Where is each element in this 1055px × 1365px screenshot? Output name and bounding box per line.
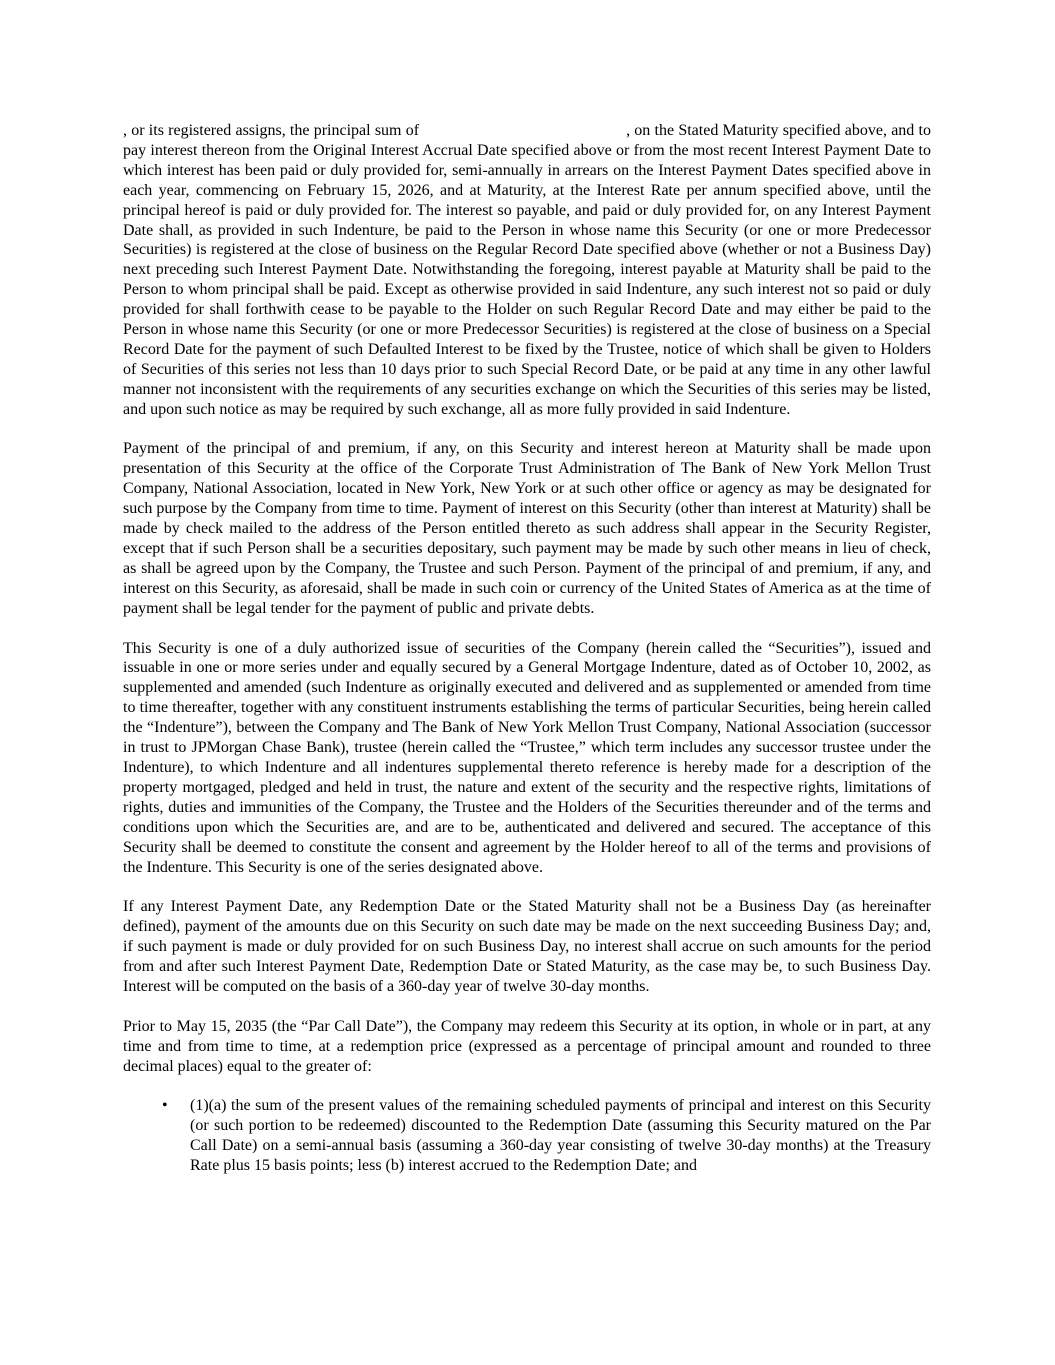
bullet-item-present-values (123, 1096, 931, 1176)
paragraph-principal-sum-after: , on the Stated Maturity specified above, and to pay interest thereon from the Original Interest Accrual Date specified above or from the most recent Interest Payment Date to which interest has been paid or duly provided for, semi-annually in arrears on the Interest Payment Dates specified above in each year, commencing on February 15, 2026, and at Maturity, at the Interest Rate per annum specified above, until the principal hereof is paid or duly provided for. The interest so payable, and paid or duly provided for, on any Interest Payment Date shall, as provided in such Indenture, be paid to the Person in whose name this Security (or one or more Predecessor Securities) is registered at the close of business on the Regular Record Date specified above (whether or not a Business Day) next preceding such Interest Payment Date. Notwithstanding the foregoing, interest payable at Maturity shall be paid to the Person to whom principal shall be paid. Except as otherwise provided in said Indenture, any such interest not so paid or duly provided for shall forthwith cease to be payable to the Holder on such Regular Record Date and may either be paid to the Person in whose name this Security (or one or more Predecessor Securities) is registered at the close of business on a Special Record Date for the payment of such Defaulted Interest to be fixed by the Trustee, notice of which shall be given to Holders of Securities of this series not less than 10 days prior to such Special Record Date, or be paid at any time in any other lawful manner not inconsistent with the requirements of any securities exchange on which the Securities of this series may be listed, and upon such notice as may be required by such exchange, all as more fully provided in said Indenture. (123, 122, 931, 418)
paragraph-principal-sum (123, 121, 931, 420)
paragraph-indenture-description: This Security is one of a duly authorized issue of securities of the Company (herein called the “Securities”), issued and issuable in one or more series under and equally secured by a General Mortgage Indenture, dated as of October 10, 2002, as supplemented and amended (such Indenture as originally executed and delivered and as supplemented or amended from time to time thereafter, together with any constituent instruments establishing the terms of particular Securities, being herein called the “Indenture”), between the Company and The Bank of New York Mellon Trust Company, National Association (successor in trust to JPMorgan Chase Bank), trustee (herein called the “Trustee,” which term includes any successor trustee under the Indenture), to which Indenture and all indentures supplemental thereto reference is hereby made for a description of the property mortgaged, pledged and held in trust, the nature and extent of the security and the respective rights, limitations of rights, duties and immunities of the Company, the Trustee and the Holders of the Securities thereunder and of the terms and conditions upon which the Securities are, and are to be, authenticated and delivered and secured. The acceptance of this Security shall be deemed to constitute the consent and agreement by the Holder hereof to all of the terms and provisions of the Indenture. This Security is one of the series designated above. (123, 639, 931, 876)
paragraph-principal-sum-before: , or its registered assigns, the principal sum of (123, 122, 420, 139)
principal-sum-blank (419, 134, 626, 135)
paragraph-payment-terms: Payment of the principal of and premium, if any, on this Security and interest hereon at Maturity shall be made upon presentation of this Security at the office of the Corporate Trust Administration of The Bank of New York Mellon Trust Company, National Association, located in New York, New York or at such other office or agency as may be designated for such purpose by the Company from time to time. Payment of interest on this Security (other than interest at Maturity) shall be made by check mailed to the address of the Person entitled thereto as such address shall appear in the Security Register, except that if such Person shall be a securities depositary, such payment may be made by such other means in lieu of check, as shall be agreed upon by the Company, the Trustee and such Person. Payment of the principal of and premium, if any, and interest on this Security, as aforesaid, shall be made in such coin or currency of the United States of America as at the time of payment shall be legal tender for the payment of public and private debts. (123, 440, 931, 617)
paragraph-par-call-date: Prior to May 15, 2035 (the “Par Call Date”), the Company may redeem this Security at its option, in whole or in part, at any time and from time to time, at a redemption price (expressed as a percentage of principal amount and rounded to three decimal places) equal to the greater of: (123, 1017, 931, 1075)
bullet-item-text: (1)(a) the sum of the present values of the remaining scheduled payments of principal and interest on this Security (or such portion to be redeemed) discounted to the Redemption Date (assuming this Security matured on the Par Call Date) on a semi-annual basis (assuming a 360-day year consisting of twelve 30-day months) at the Treasury Rate plus 15 basis points; less (b) interest accrued to the Redemption Date; and (190, 1097, 931, 1175)
bullet-icon: • (162, 1097, 168, 1115)
paragraph-business-day: If any Interest Payment Date, any Redemption Date or the Stated Maturity shall not be a Business Day (as hereinafter defined), payment of the amounts due on this Security on such date may be made on the next succeeding Business Day; and, if such payment is made or duly provided for on such Business Day, no interest shall accrue on such amounts for the period from and after such Interest Payment Date, Redemption Date or Stated Maturity, as the case may be, to such Business Day. Interest will be computed on the basis of a 360-day year of twelve 30-day months. (123, 898, 931, 995)
